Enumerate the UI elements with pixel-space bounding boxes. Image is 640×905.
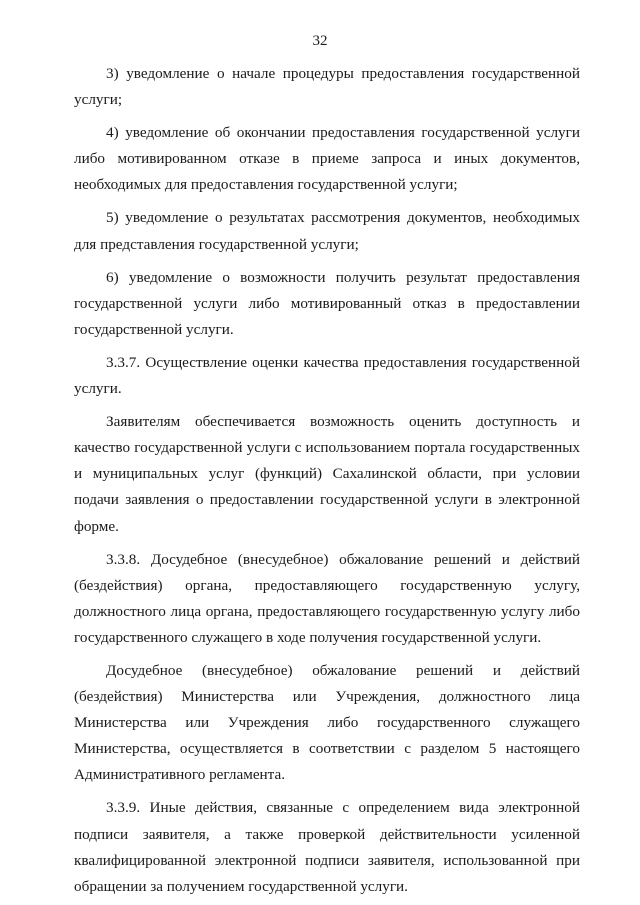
section-3-3-9-body: 3.3.9. Иные действия, связанные с определением вида электронной подписи заявителя, а также проверкой действительности усиленной квалифицированной электронной подписи заявителя, использованной при обращении за получением государственной услуги.: [74, 799, 580, 895]
section-3-3-7-body: Заявителям обеспечивается возможность оценить доступность и качество государственной услуги с использованием портала государственных и муниципальных услуг (функций) Сахалинской области, при условии подачи заявления о предоставлении государственной услуги в электронной форме.: [74, 413, 580, 535]
section-3-3-8-body: Досудебное (внесудебное) обжалование решений и действий (бездействия) Министерства или Учреждения, должностного лица Министерства или Учреждения либо государственного служащего Министерства, осуществляется в соответствии с разделом 5 настоящего Административного регламента.: [74, 661, 580, 784]
paragraph-item-6: 6) уведомление о возможности получить результат предоставления государственной услуги либо мотивированный отказ в предоставлении государственной услуги.: [74, 268, 580, 338]
paragraph-item-5: 5) уведомление о результатах рассмотрения документов, необходимых для представления государственной услуги;: [74, 209, 580, 253]
section-3-3-7-heading: 3.3.7. Осуществление оценки качества предоставления государственной услуги.: [74, 353, 580, 398]
section-3-3-8-heading: 3.3.8. Досудебное (внесудебное) обжалование решений и действий (бездействия) органа, предоставляющего государственную услугу, должностного лица органа, предоставляющего государственную услугу либо государственного служащего в ходе получения государственной услуги.: [74, 550, 580, 646]
paragraph-item-3: 3) уведомление о начале процедуры предоставления государственной услуги;: [74, 65, 580, 109]
document-body: [74, 61, 580, 900]
page-number: 32: [312, 33, 328, 49]
paragraph-item-4: 4) уведомление об окончании предоставления государственной услуги либо мотивированном отказе в приеме запроса и иных документов, необходимых для предоставления государственной услуги;: [74, 124, 580, 194]
